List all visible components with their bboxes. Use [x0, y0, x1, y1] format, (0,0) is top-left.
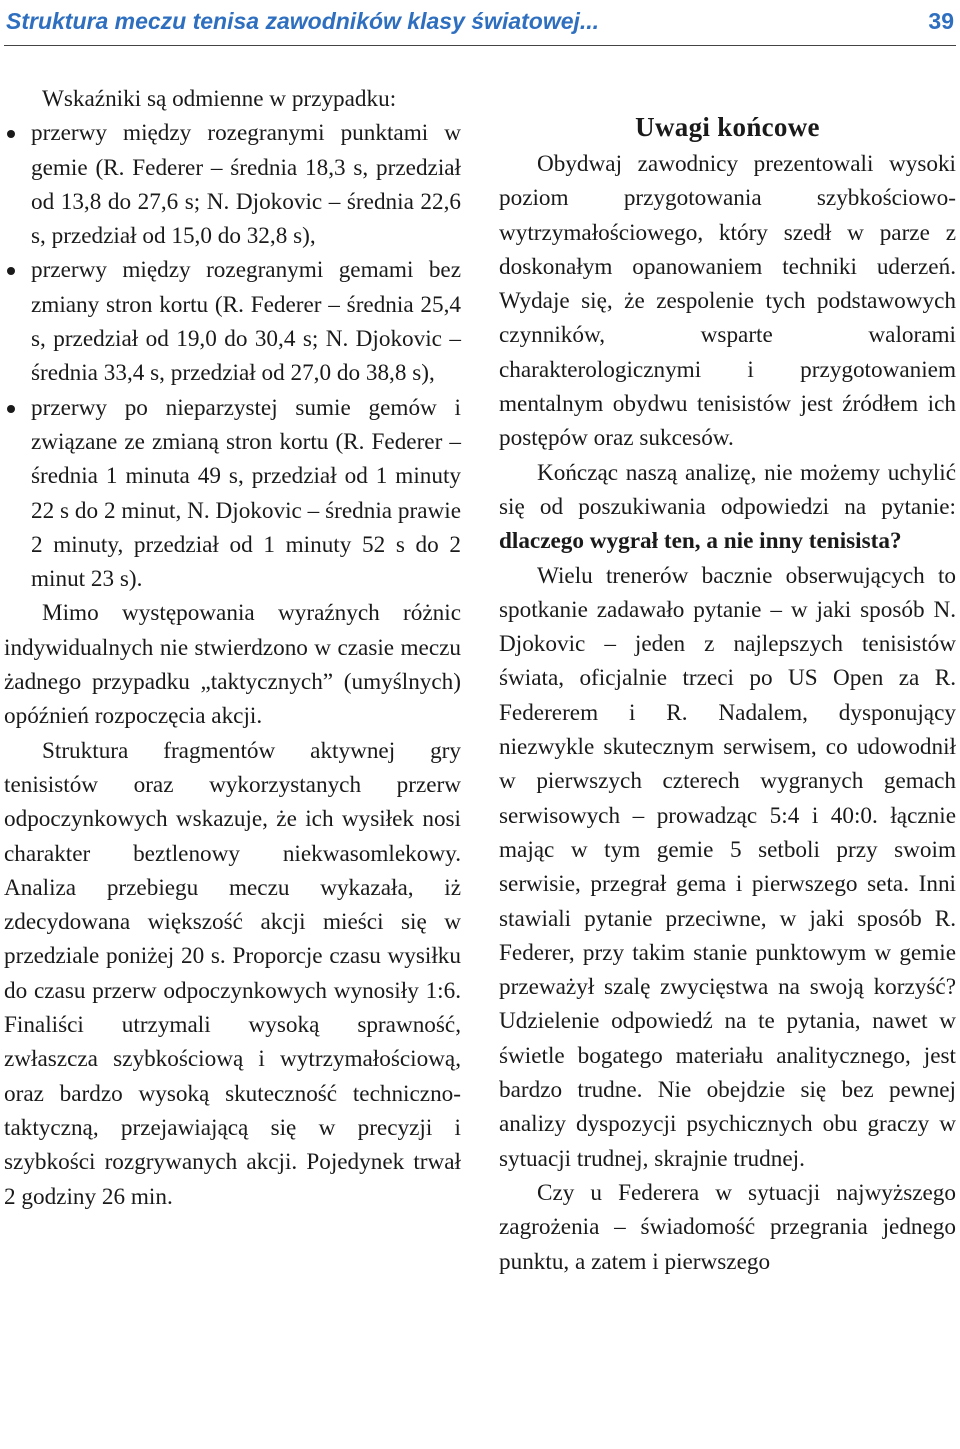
body-paragraph: Obydwaj zawodnicy prezentowali wysoki poziom przygotowania szybkościowo-wytrzymałościowego, który szedł w parze z doskonałym opanowaniem techniki uderzeń. Wydaje się, że zespolenie tych podstawowych czynników, wsparte walorami charakterologicznymi i przygotowaniem mentalnym obydwu tenisistów jest źródłem ich postępów oraz sukcesów. — [499, 151, 956, 452]
page-number: 39 — [928, 8, 954, 34]
body-paragraph: Czy u Federera w sytuacji najwyższego zagrożenia – świadomość przegrania jednego punktu, a zatem i pierwszego — [499, 1179, 956, 1275]
section-heading: Uwagi końcowe — [635, 112, 820, 142]
running-header — [4, 0, 956, 44]
question-paragraph — [499, 456, 956, 559]
key-question: dlaczego wygrał ten, a nie inny tenisista? — [499, 528, 902, 555]
list-item: przerwy między rozegranymi punktami w gemie (R. Federer – średnia 18,3 s, przedział od 13,8 do 27,6 s; N. Djokovic – średnia 22,6 s, przedział od 15,0 do 32,8 s), — [4, 116, 461, 253]
body-paragraph: Mimo występowania wyraźnych różnic indywidualnych nie stwierdzono w czasie meczu żadnego przypadku „taktycznych” (umyślnych) opóźnień rozpoczęcia akcji. — [4, 600, 461, 730]
body-paragraph: Struktura fragmentów aktywnej gry tenisistów oraz wykorzystanych przerw odpoczynkowych wskazuje, że ich wysiłek nosi charakter beztlenowy niekwasomlekowy. Analiza przebiegu meczu wykazała, iż zdecydowana większość akcji mieści się w przedziale poniżej 20 s. Proporcje czasu wysiłku do czasu przerw odpoczynkowych wynosiły 1:6. Finaliści utrzymali wysoką sprawność, zwłaszcza szybkościową i wytrzymałościową, oraz bardzo wysoką skuteczność techniczno-taktyczną, przejawiającą się w precyzji i szybkości rozgrywanych akcji. Pojedynek trwał 2 godziny 26 min. — [4, 737, 461, 1210]
left-column — [4, 82, 461, 1214]
header-rule — [4, 45, 956, 46]
right-column — [499, 107, 956, 1279]
body-paragraph: Wielu trenerów bacznie obserwujących to spotkanie zadawało pytanie – w jaki sposób N. Djokovic – jeden z najlepszych tenisistów świata, oficjalnie trzeci po US Open za R. Federerem i R. Nadalem, dysponujący niezwykle skutecznym serwisem, co udowodnił w pierwszych czterech wygranych gemach serwisowych – prowadząc 5:4 i 40:0. łącznie mając w tym gemie 5 setboli przy swoim serwisie, przegrał gema i pierwszego seta. Inni stawiali pytanie przeciwne, w jaki sposób R. Federer, przy takim stanie punktowym w gemie przeważył szalę zwycięstwa na swoją korzyść? Udzielenie odpowiedź na te pytania, nawet w świetle bogatego materiału analitycznego, jest bardzo trudne. Nie obejdzie się bez pewnej analizy dyspozycji psychicznych obu graczy w sytuacji trudnej, skrajnie trudnej. — [499, 562, 956, 1172]
bullets-intro: Wskaźniki są odmienne w przypadku: — [42, 86, 397, 112]
break-types-list — [4, 116, 461, 596]
list-item: przerwy między rozegranymi gemami bez zmiany stron kortu (R. Federer – średnia 25,4 s, przedział od 19,0 do 30,4 s; N. Djokovic – średnia 33,4 s, przedział od 27,0 do 38,8 s), — [4, 253, 461, 390]
running-title: Struktura meczu tenisa zawodników klasy światowej... — [6, 8, 600, 34]
question-lead: Kończąc naszą analizę, nie możemy uchylić się od poszukiwania odpowiedzi na pytanie: — [499, 459, 956, 520]
list-item: przerwy po nieparzystej sumie gemów i związane ze zmianą stron kortu (R. Federer – średnia 1 minuta 49 s, przedział od 1 minuty 22 s do 2 minut, N. Djokovic – średnia prawie 2 minuty, przedział od 1 minuty 52 s do 2 minut 23 s). — [4, 391, 461, 597]
